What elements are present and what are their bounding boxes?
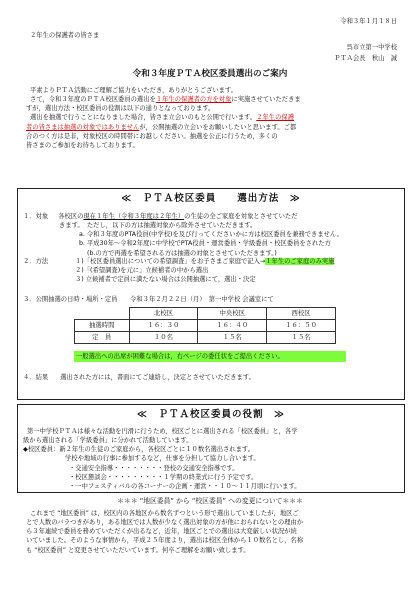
row-header: 定 員 (75, 332, 130, 344)
column-header: 西校区 (267, 308, 336, 320)
lottery-table (74, 307, 336, 344)
table-cell: １６：３０ (129, 320, 198, 332)
column-header: 北校区 (129, 308, 198, 320)
document-date: 令和３年１月１８日 (340, 18, 397, 25)
section-label: ４．結果 (23, 374, 49, 381)
row-header: 抽選時間 (75, 320, 130, 332)
sender-name: ＰＴＡ会長 秋山 誠 (334, 55, 397, 62)
role-title: ≪ ＰＴＡ校区委員の役割 ≫ (137, 409, 285, 420)
intro-line: すが，選出方法・校区委員の役割は以下の通りとなっております。 (26, 105, 215, 113)
role-box (17, 404, 405, 493)
section-label: ２．方法 (23, 258, 49, 265)
sender-org: 呉市立第一中学校 (346, 44, 397, 51)
page-title: 令和３年度ＰＴＡ校区委員選出のご案内 (132, 69, 288, 79)
table-row (75, 320, 336, 332)
not-target-note: 者の皆さまは抽選の対象ではありません (26, 123, 140, 131)
section-target: １．対象 各校区の現在１年生（令和３年度は２年生）の生徒の全ご家庭を対象とさせていただ きます。 ただし，以下の方は抽選対象から除外させていただきます。 a. 令和３年度のPTA役員(中学校)を及び行ってくださいかに方は校区委員を兼務できません。 b. 平成30年～令和2年度に中学校でPTA役員・運営委員・学級委員・校区委員をされた方 (b.の方で再選を希望される方は抽選の対象とさせていただきます。) (23, 212, 398, 258)
exclusion-b-note: (b.の方で再選を希望される方は抽選の対象とさせていただきます。) (87, 249, 277, 257)
method-title: ≪ ＰＴＡ校区委員 選出方法 ≫ (121, 193, 301, 204)
recipient: ２年生の保護者の皆さま (30, 32, 100, 39)
history-text: これまで “地区委員” は，校区内の各地区から数名ずつという形で選出していましたが，地区ご とで人数のバラつきがあり，ある地区では人数が少なく選出対象の方が他におられないとの理由か ら３年連続で委員を務めていただくが出るなど，近年，地区ごとでの選出は大変厳しい状況が続 いていました。そのような事情から，平成２５年度より，選出は校区全体から１０数名とし，名称 も “校区委員” と変更させていただいています。何卒ご理解をお願い致します。 (26, 510, 304, 554)
intro-paragraph (26, 86, 401, 150)
table-row (75, 332, 336, 344)
intro-line: 平素よりＰＴＡ活動にご理解ご協力をいただき，ありがとうございます。 (30, 87, 238, 94)
column-header: 中央校区 (198, 308, 267, 320)
exclusion-b: b. 平成30年～令和2年度に中学校でPTA役員・運営委員・学級委員・校区委員をされた方 (79, 240, 331, 248)
intro-line: さて，令和３年度のＰＴＡ校区委員の選出を１年生の保護者の方を対象に実施させていただきま (30, 96, 301, 104)
list-item: ・一中フェスティバルの各コーナーの企画・運営・・１０～１１月頃に行います。 (69, 482, 301, 490)
table-cell: １５名 (198, 332, 267, 344)
table-cell: １６：５０ (267, 320, 336, 332)
table-corner (75, 308, 130, 320)
exclusion-a: a. 令和３年度のPTA役員(中学校)を及び行ってくださいかに方は校区委員を兼務できません。 (79, 231, 343, 239)
section-lottery: ３．公開抽選の日時・場所・定員 令和３年２月２２日（月） 第一中学校 会議室にて (23, 296, 274, 303)
table-cell: １５名 (267, 332, 336, 344)
section-label: １．対象 (23, 213, 49, 220)
intro-line: 合のつく方は是非，対象校区の時間帯にお越しください。抽選を公正に行うため，多くの (26, 132, 278, 140)
intro-line: 者の皆さまは抽選の対象ではありませんが，公開抽選の立会いをお願いしたいと思います。ご都 (26, 123, 297, 131)
table-cell: １０名 (129, 332, 198, 344)
target-highlight: １年生の保護者の方を対象 (155, 96, 232, 104)
section-result: ４．結果 選出された方には，書面にてご連絡し，決定とさせていただきます。 (23, 374, 255, 381)
role-text: 第一中学校ＰＴＡは様々な活動を円滑に行うため，校区ごとに選出される「校区委員」と，各学 級から選出される「学級委員」に分かれて活動しています。 ◆校区委員：新２年生の生徒のご家庭から，各校区ごとに１０数名選出されます。 学校や地域の行事に参加するなど，仕事を分担して協力し合います。 ・交通安全指導・・・・・・・・登校の交通安全指導です。 ・校区懇談会・・・・・・・・・１学期の終業式に行う予定です。 ・一中フェスティバルの各コーナーの企画・運営・・１０～１１月頃に行います。 (23, 427, 401, 491)
list-item: ・校区懇談会・・・・・・・・・１学期の終業式に行う予定です。 (69, 473, 258, 481)
first-grade-only-highlight: １年生のご家庭のみ実施 (265, 258, 335, 265)
history-title: ＊＊＊ “地区委員” から “校区委員” への変更について＊＊＊ (117, 497, 303, 505)
proxy-notice: 一般選出への出席が困難な場合は，右ページの委任状をご提出ください。 (74, 351, 346, 362)
selection-method-box: ≪ ＰＴＡ校区委員 選出方法 ≫ １．対象 各校区の現在１年生（令和３年度は２年生）の生徒の全ご家庭を対象とさせていただ きます。 ただし，以下の方は抽選対象から除外させていただきます。 a. 令和３年度のPTA役員(中学校)を及び行ってくださいかに方は校区委員を兼務できません。 b. 平成30年～令和2年度に中学校でPTA役員・運営委員・学級委員・校区委員をされた方 (b.の方で再選を希望される方は抽選の対象とさせていただきます。) ２．方法 １)「校区委員選出についての希望調査」をお子さまご家庭で記入→１年生のご家庭のみ実施 ２)「(希望調査)を元に」立候補者の中から選出 ３) 立候補者で定員に満たない場合は公開抽選にて，選出・決定 ３．公開抽選の日時・場所・定員 令和３年２月２２日（月） 第一中学校 会議室にて 北校区 中央校区 西校区 抽選時間 １６：３０ １６：４０ １６：５０ 定 員 １０名 １５名 １５名 一般選出への出席が困難な場合は，右ページの委任状をご提出ください。 ４．結果 選出された方には，書面にてご連絡し，決定とさせていただきます。 (17, 188, 405, 400)
intro-line: 選出を抽選で行うことになりました場合，皆さま立会いのもと公開で行います。２年生の保護 (30, 114, 294, 122)
intro-line: 皆さまのご参加をお待ちしております。 (26, 141, 139, 149)
target-grade: 現在１年生（令和３年度は２年生） (83, 213, 185, 220)
table-cell: １６：４０ (198, 320, 267, 332)
list-item: ・交通安全指導・・・・・・・・登校の交通安全指導です。 (69, 464, 239, 472)
